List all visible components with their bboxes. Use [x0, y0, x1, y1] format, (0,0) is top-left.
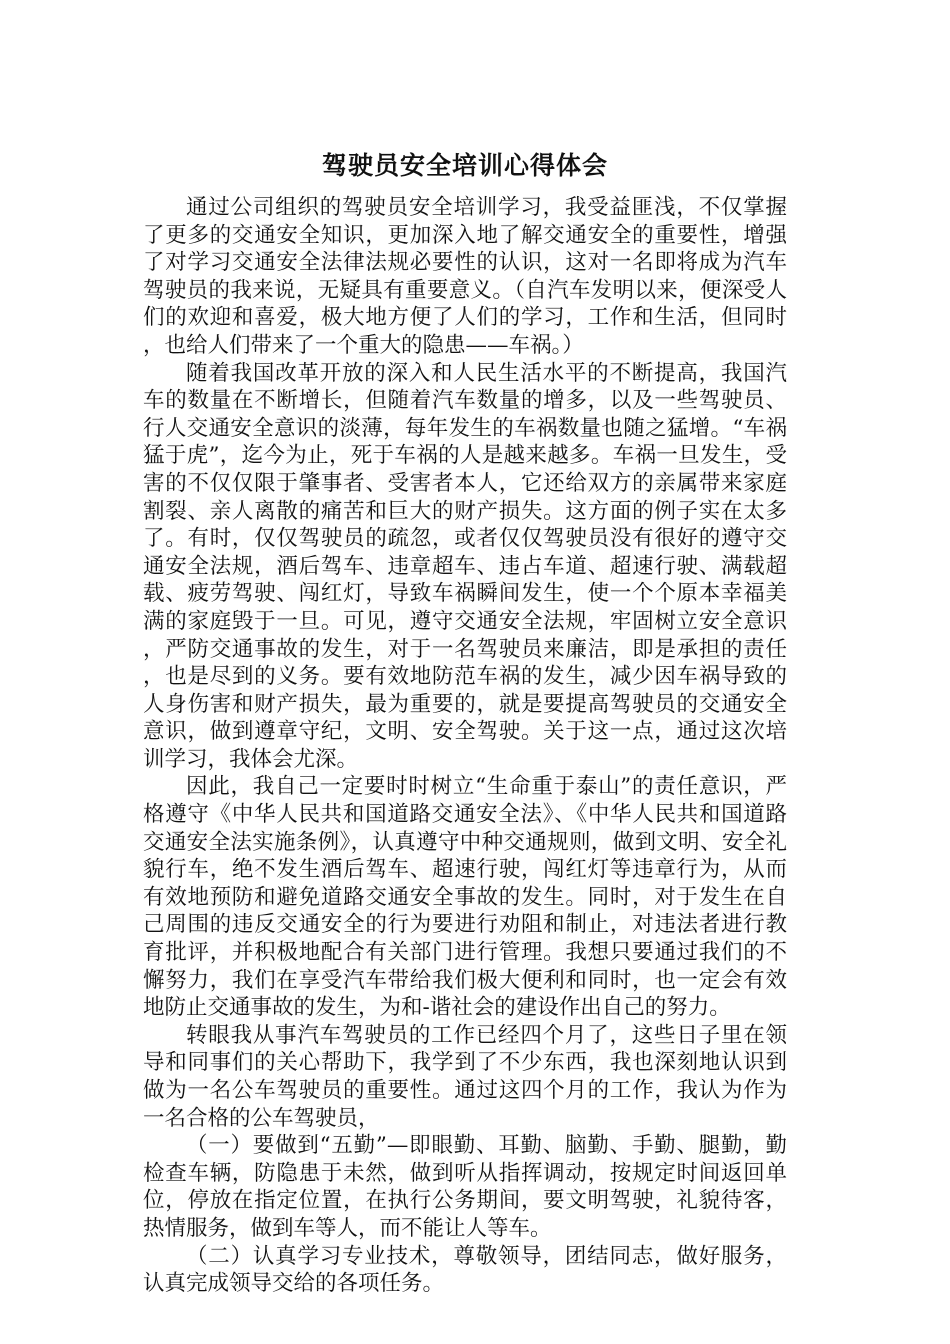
paragraph-work-experience: 转眼我从事汽车驾驶员的工作已经四个月了，这些日子里在领导和同事们的关心帮助下，我学到了不少东西，我也深刻地认识到做为一名公车驾驶员的重要性。通过这四个月的工作，我认为作为一名合格的公车驾驶员， [143, 1022, 787, 1131]
paragraph-traffic-safety: 随着我国改革开放的深入和人民生活水平的不断提高，我国汽车的数量在不断增长，但随着汽车数量的增多，以及一些驾驶员、行人交通安全意识的淡薄，每年发生的车祸数量也随之猛增。“车祸猛于虎”，迄今为止，死于车祸的人是越来越多。车祸一旦发生，受害的不仅仅限于肇事者、受害者本人，它还给双方的亲属带来家庭割裂、亲人离散的痛苦和巨大的财产损失。这方面的例子实在太多了。有时，仅仅驾驶员的疏忽，或者仅仅驾驶员没有很好的遵守交通安全法规，酒后驾车、违章超车、违占车道、超速行驶、满载超载、疲劳驾驶、闯红灯，导致车祸瞬间发生，使一个个原本幸福美满的家庭毁于一旦。可见，遵守交通安全法规，牢固树立安全意识，严防交通事故的发生，对于一名驾驶员来廉洁，即是承担的责任，也是尽到的义务。要有效地防范车祸的发生，减少因车祸导致的人身伤害和财产损失，最为重要的，就是要提高驾驶员的交通安全意识，做到遵章守纪，文明、安全驾驶。关于这一点，通过这次培训学习，我体会尤深。 [143, 360, 787, 772]
paragraph-point-two: （二）认真学习专业技术，尊敬领导，团结同志，做好服务，认真完成领导交给的各项任务。 [143, 1243, 787, 1297]
paragraph-intro: 通过公司组织的驾驶员安全培训学习，我受益匪浅，不仅掌握了更多的交通安全知识，更加深入地了解交通安全的重要性，增强了对学习交通安全法律法规必要性的认识，这对一名即将成为汽车驾驶员的我来说，无疑具有重要意义。（自汽车发明以来，便深受人们的欢迎和喜爱，极大地方便了人们的学习，工作和生活，但同时，也给人们带来了一个重大的隐患——车祸。） [143, 195, 787, 358]
paragraph-responsibility: 因此，我自己一定要时时树立“生命重于泰山”的责任意识，严格遵守《中华人民共和国道路交通安全法》、《中华人民共和国道路交通安全法实施条例》，认真遵守中种交通规则，做到文明、安全礼貌行车，绝不发生酒后驾车、超速行驶，闯红灯等违章行为，从而有效地预防和避免道路交通安全事故的发生。同时，对于发生在自己周围的违反交通安全的行为要进行劝阻和制止，对违法者进行教育批评，并积极地配合有关部门进行管理。我想只要通过我们的不懈努力，我们在享受汽车带给我们极大便利和同时，也一定会有效地防止交通事故的发生，为和-谐社会的建设作出自己的努力。 [143, 774, 787, 1021]
paragraph-point-one: （一）要做到“五勤”—即眼勤、耳勤、脑勤、手勤、腿勤，勤检查车辆，防隐患于未然，做到听从指挥调动，按规定时间返回单位，停放在指定位置，在执行公务期间，要文明驾驶，礼貌待客，热情服务，做到车等人，而不能让人等车。 [143, 1133, 787, 1241]
document-page [143, 150, 787, 1298]
document-title: 驾驶员安全培训心得体会 [321, 151, 608, 180]
